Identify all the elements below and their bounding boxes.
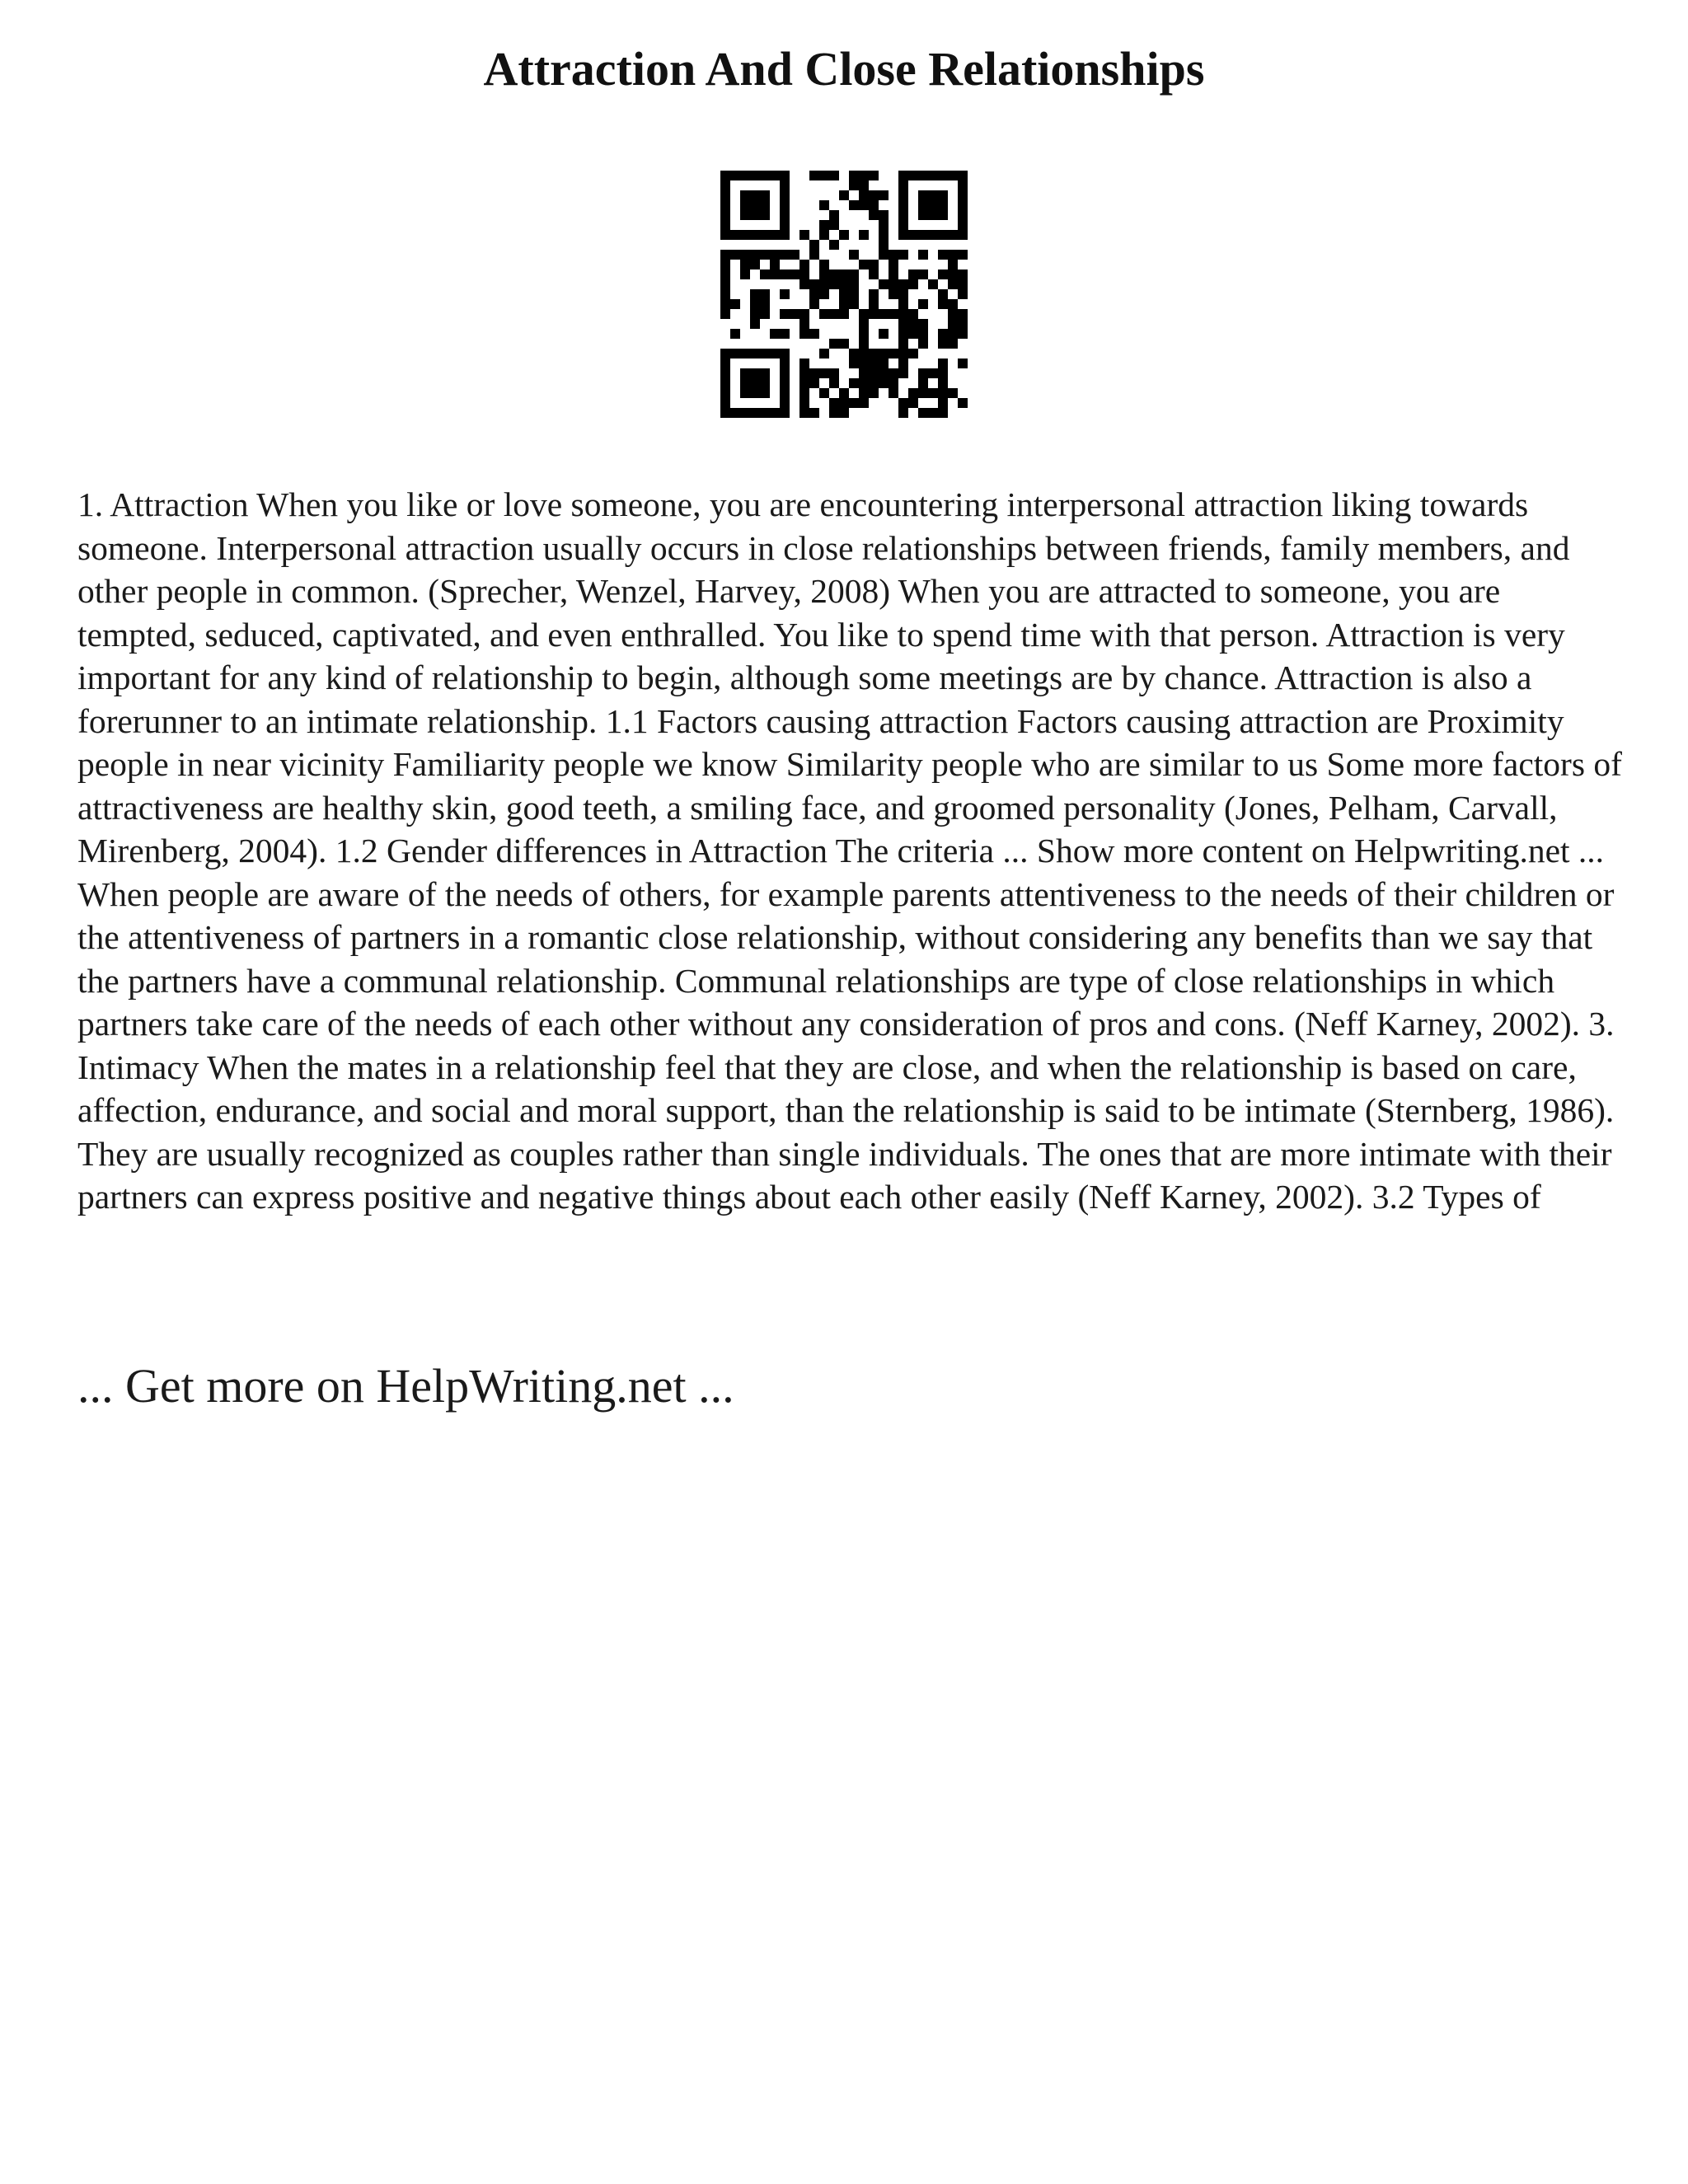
get-more-link[interactable]: ... Get more on HelpWriting.net ... <box>77 1359 734 1413</box>
qr-code-icon <box>720 171 968 418</box>
paragraph: 1. Attraction When you like or love someone, you are encountering interpersonal attraction liking towards someone. Interpersonal attraction usually occurs in close relationships between friends, family members, and other people in common. (Sprecher, Wenzel, Harvey, 2008) When you are attracted to someone, you are tempted, seduced, captivated, and even enthralled. You like to spend time with that person. Attraction is very important for any kind of relationship to begin, although some meetings are by chance. Attraction is also a forerunner to an intimate relationship. 1.1 Factors causing attraction Factors causing attraction are Proximity people in near vicinity Familiarity people we know Similarity people who are similar to us Some more factors of attractiveness are healthy skin, good teeth, a smiling face, and groomed personality (Jones, Pelham, Carvall, Mirenberg, 2004). 1.2 Gender differences in Attraction The criteria ... Show more content on Helpwriting.net ... <box>77 485 1622 869</box>
page-title: Attraction And Close Relationships <box>483 42 1205 96</box>
article-body <box>77 483 1627 1219</box>
paragraph: When people are aware of the needs of others, for example parents attentiveness to the needs of their children or the attentiveness of partners in a romantic close relationship, without considering any benefits than we say that the partners have a communal relationship. Communal relationships are type of close relationships in which partners take care of the needs of each other without any consideration of pros and cons. (Neff Karney, 2002). 3. Intimacy When the mates in a relationship feel that they are close, and when the relationship is based on care, affection, endurance, and social and moral support, than the relationship is said to be intimate (Sternberg, 1986). They are usually recognized as couples rather than single individuals. The ones that are more intimate with their partners can express positive and negative things about each other easily (Neff Karney, 2002). 3.2 Types of <box>77 874 1615 1216</box>
